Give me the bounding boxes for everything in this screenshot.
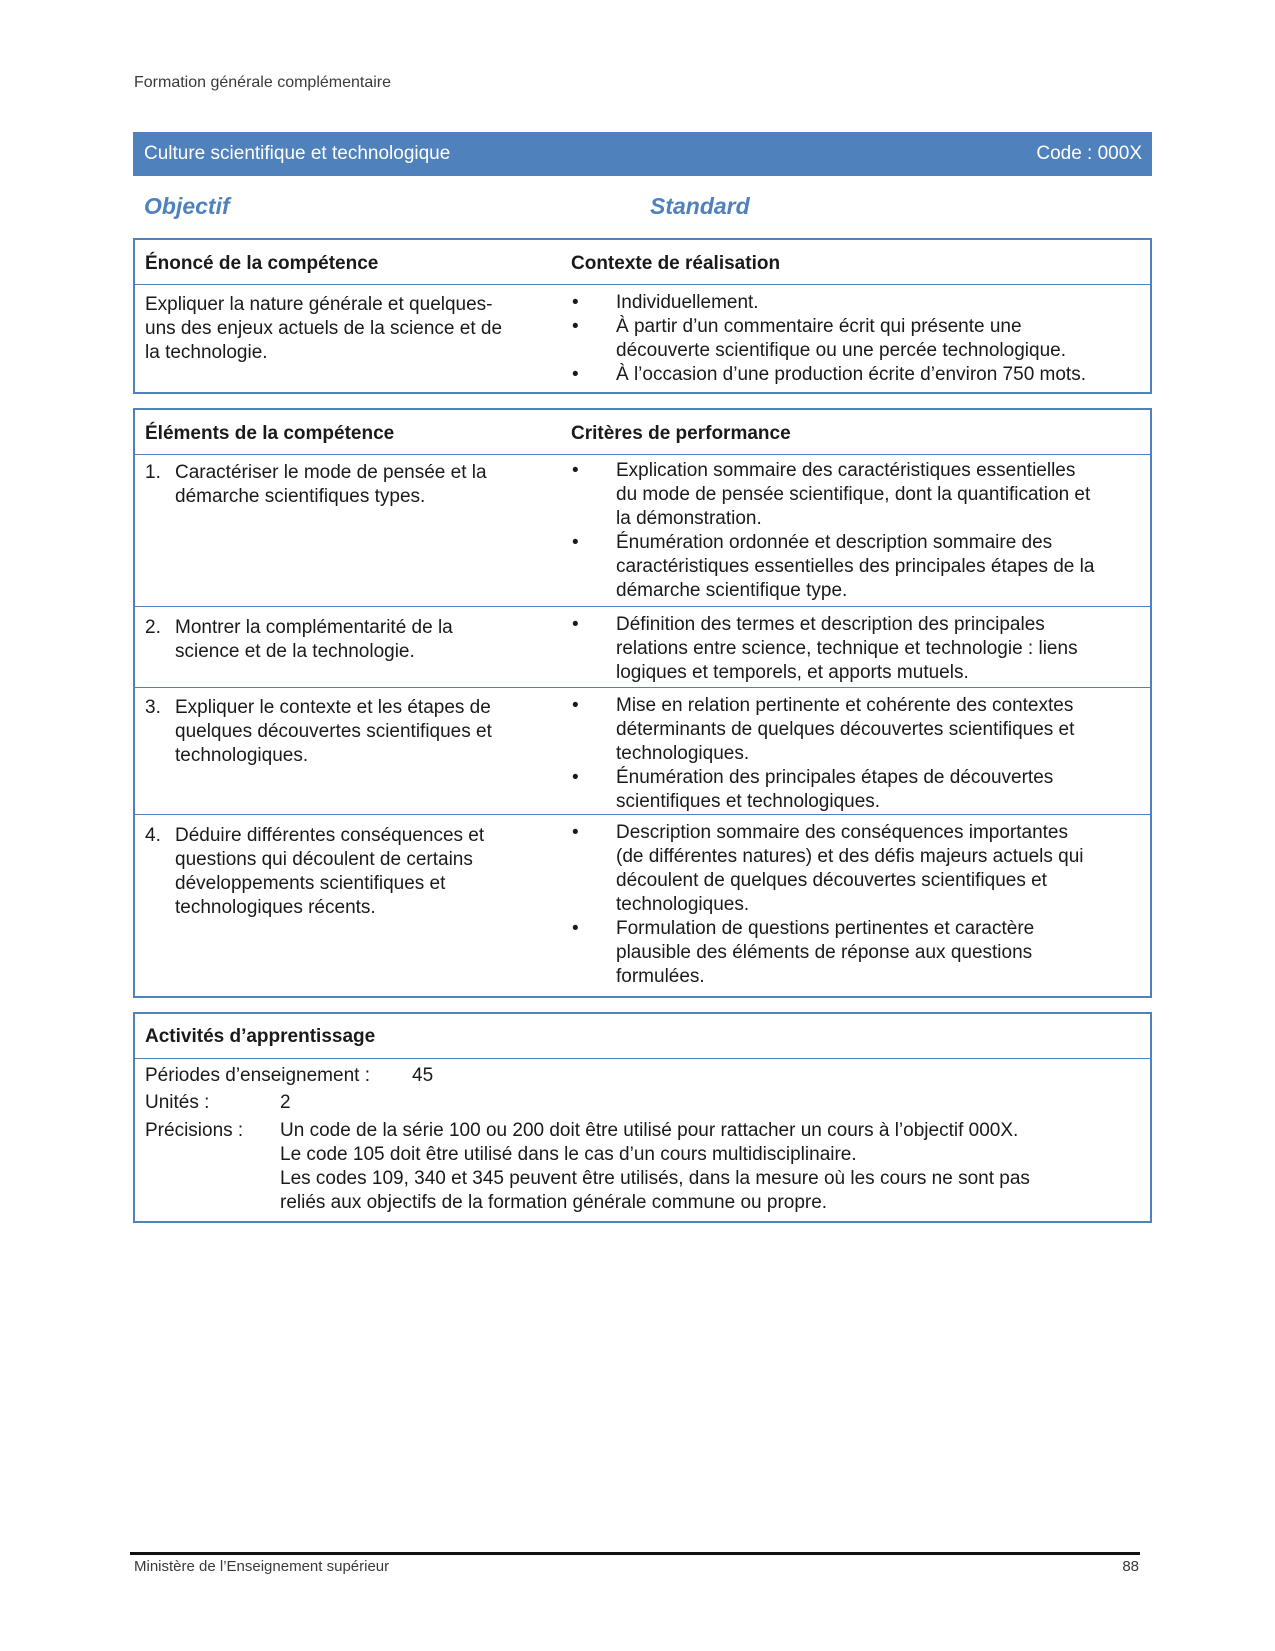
criteria-list [572, 459, 1138, 603]
elements-header-right: Critères de performance [571, 423, 791, 444]
element-line: Expliquer le contexte et les étapes de [175, 697, 491, 718]
units-value: 2 [280, 1092, 291, 1113]
periods-value: 45 [412, 1065, 434, 1086]
details-line: Un code de la série 100 ou 200 doit être utilisé pour rattacher un cours à l’objectif 000X. [280, 1120, 1019, 1141]
context-item [572, 315, 1136, 363]
bullet-icon: • [572, 695, 579, 716]
elements-box [133, 408, 1152, 998]
element-line: quelques découvertes scientifiques et [175, 721, 492, 742]
context-list [572, 291, 1136, 387]
criterion-item [572, 917, 1138, 989]
standard-heading: Standard [650, 193, 750, 219]
criterion-item [572, 531, 1138, 603]
criterion-line: relations entre science, technique et technologie : liens [616, 638, 1078, 659]
bullet-icon: • [572, 316, 579, 337]
details-label: Précisions : [145, 1120, 244, 1141]
element-number: 3. [145, 697, 161, 718]
criterion-line: Énumération des principales étapes de découvertes [616, 767, 1054, 788]
statement-line: Expliquer la nature générale et quelques- [145, 294, 493, 315]
criterion-line: Définition des termes et description des principales [616, 614, 1045, 635]
criterion-line: scientifiques et technologiques. [616, 791, 881, 812]
elements-header-row [135, 410, 1150, 455]
element-line: questions qui découlent de certains [175, 849, 473, 870]
criteria-list [572, 613, 1138, 685]
bullet-icon: • [572, 364, 579, 385]
bullet-icon: • [572, 822, 579, 843]
element-line: développements scientifiques et [175, 873, 446, 894]
element-line: Caractériser le mode de pensée et la [175, 462, 487, 483]
element-text [145, 461, 535, 509]
criterion-item [572, 613, 1138, 685]
element-text [145, 616, 535, 664]
competence-header-left: Énoncé de la compétence [145, 253, 379, 274]
course-code: Code : 000X [1036, 143, 1142, 164]
criterion-line: la démonstration. [616, 508, 762, 529]
criterion-line: Énumération ordonnée et description sommaire des [616, 532, 1053, 553]
criterion-line: Mise en relation pertinente et cohérente des contextes [616, 695, 1074, 716]
elements-header-left: Éléments de la compétence [145, 423, 395, 444]
context-line: découverte scientifique ou une percée technologique. [616, 340, 1066, 361]
footer-ministry: Ministère de l’Enseignement supérieur [134, 1558, 390, 1575]
context-line: À partir d’un commentaire écrit qui présente une [616, 316, 1022, 337]
context-line: Individuellement. [616, 292, 759, 313]
criterion-item [572, 821, 1138, 917]
activities-header: Activités d’apprentissage [145, 1026, 376, 1047]
bullet-icon: • [572, 292, 579, 313]
details-text [280, 1119, 1140, 1215]
section-subheadings [144, 193, 764, 223]
bullet-icon: • [572, 767, 579, 788]
criterion-line: Description sommaire des conséquences importantes [616, 822, 1068, 843]
element-number: 4. [145, 825, 161, 846]
context-item [572, 363, 1136, 387]
statement-line: la technologie. [145, 342, 268, 363]
criteria-list [572, 694, 1138, 814]
details-line: Les codes 109, 340 et 345 peuvent être utilisés, dans la mesure où les cours ne sont pas [280, 1168, 1030, 1189]
criterion-item [572, 766, 1138, 814]
statement-line: uns des enjeux actuels de la science et de [145, 318, 503, 339]
course-title: Culture scientifique et technologique [144, 143, 451, 164]
element-row-1 [135, 454, 1150, 606]
bullet-icon: • [572, 460, 579, 481]
element-text [145, 824, 535, 920]
element-row-2 [135, 606, 1150, 688]
element-line: science et de la technologie. [175, 641, 415, 662]
competence-box [133, 238, 1152, 394]
running-header: Formation générale complémentaire [134, 74, 392, 91]
activities-box [133, 1012, 1152, 1223]
element-number: 2. [145, 617, 161, 638]
bullet-icon: • [572, 532, 579, 553]
activities-header-row [135, 1014, 1150, 1059]
criterion-line: démarche scientifique type. [616, 580, 848, 601]
bullet-icon: • [572, 614, 579, 635]
criterion-line: plausible des éléments de réponse aux questions [616, 942, 1033, 963]
criterion-item [572, 459, 1138, 531]
criterion-line: caractéristiques essentielles des principales étapes de la [616, 556, 1095, 577]
page-footer [134, 1558, 1139, 1575]
criteria-list [572, 821, 1138, 989]
details-line: reliés aux objectifs de la formation générale commune ou propre. [280, 1192, 828, 1213]
criterion-item [572, 694, 1138, 766]
context-line: À l’occasion d’une production écrite d’environ 750 mots. [616, 364, 1086, 385]
criterion-line: technologiques. [616, 743, 750, 764]
criterion-line: logiques et temporels, et apports mutuels. [616, 662, 969, 683]
periods-label: Périodes d’enseignement : [145, 1065, 370, 1086]
context-item [572, 291, 1136, 315]
criterion-line: Formulation de questions pertinentes et caractère [616, 918, 1035, 939]
competence-header-right: Contexte de réalisation [571, 253, 781, 274]
element-line: démarche scientifiques types. [175, 486, 426, 507]
criterion-line: (de différentes natures) et des défis majeurs actuels qui [616, 846, 1084, 867]
criterion-line: formulées. [616, 966, 705, 987]
element-line: Déduire différentes conséquences et [175, 825, 485, 846]
criterion-line: déterminants de quelques découvertes scientifiques et [616, 719, 1075, 740]
criterion-line: découlent de quelques découvertes scientifiques et [616, 870, 1047, 891]
details-line: Le code 105 doit être utilisé dans le cas d’un cours multidisciplinaire. [280, 1144, 857, 1165]
criterion-line: technologiques. [616, 894, 750, 915]
element-line: technologiques récents. [175, 897, 376, 918]
criterion-line: Explication sommaire des caractéristiques essentielles [616, 460, 1076, 481]
objective-heading: Objectif [144, 193, 230, 219]
element-line: Montrer la complémentarité de la [175, 617, 453, 638]
element-row-3 [135, 687, 1150, 815]
bullet-icon: • [572, 918, 579, 939]
footer-divider [130, 1552, 1140, 1555]
element-text [145, 696, 535, 768]
units-label: Unités : [145, 1092, 210, 1113]
competence-statement [145, 293, 545, 365]
competence-header-row [135, 240, 1150, 285]
page-number: 88 [1122, 1558, 1139, 1575]
element-number: 1. [145, 462, 161, 483]
element-line: technologiques. [175, 745, 309, 766]
element-row-4 [135, 814, 1150, 995]
course-title-bar [133, 132, 1152, 176]
criterion-line: du mode de pensée scientifique, dont la quantification et [616, 484, 1091, 505]
